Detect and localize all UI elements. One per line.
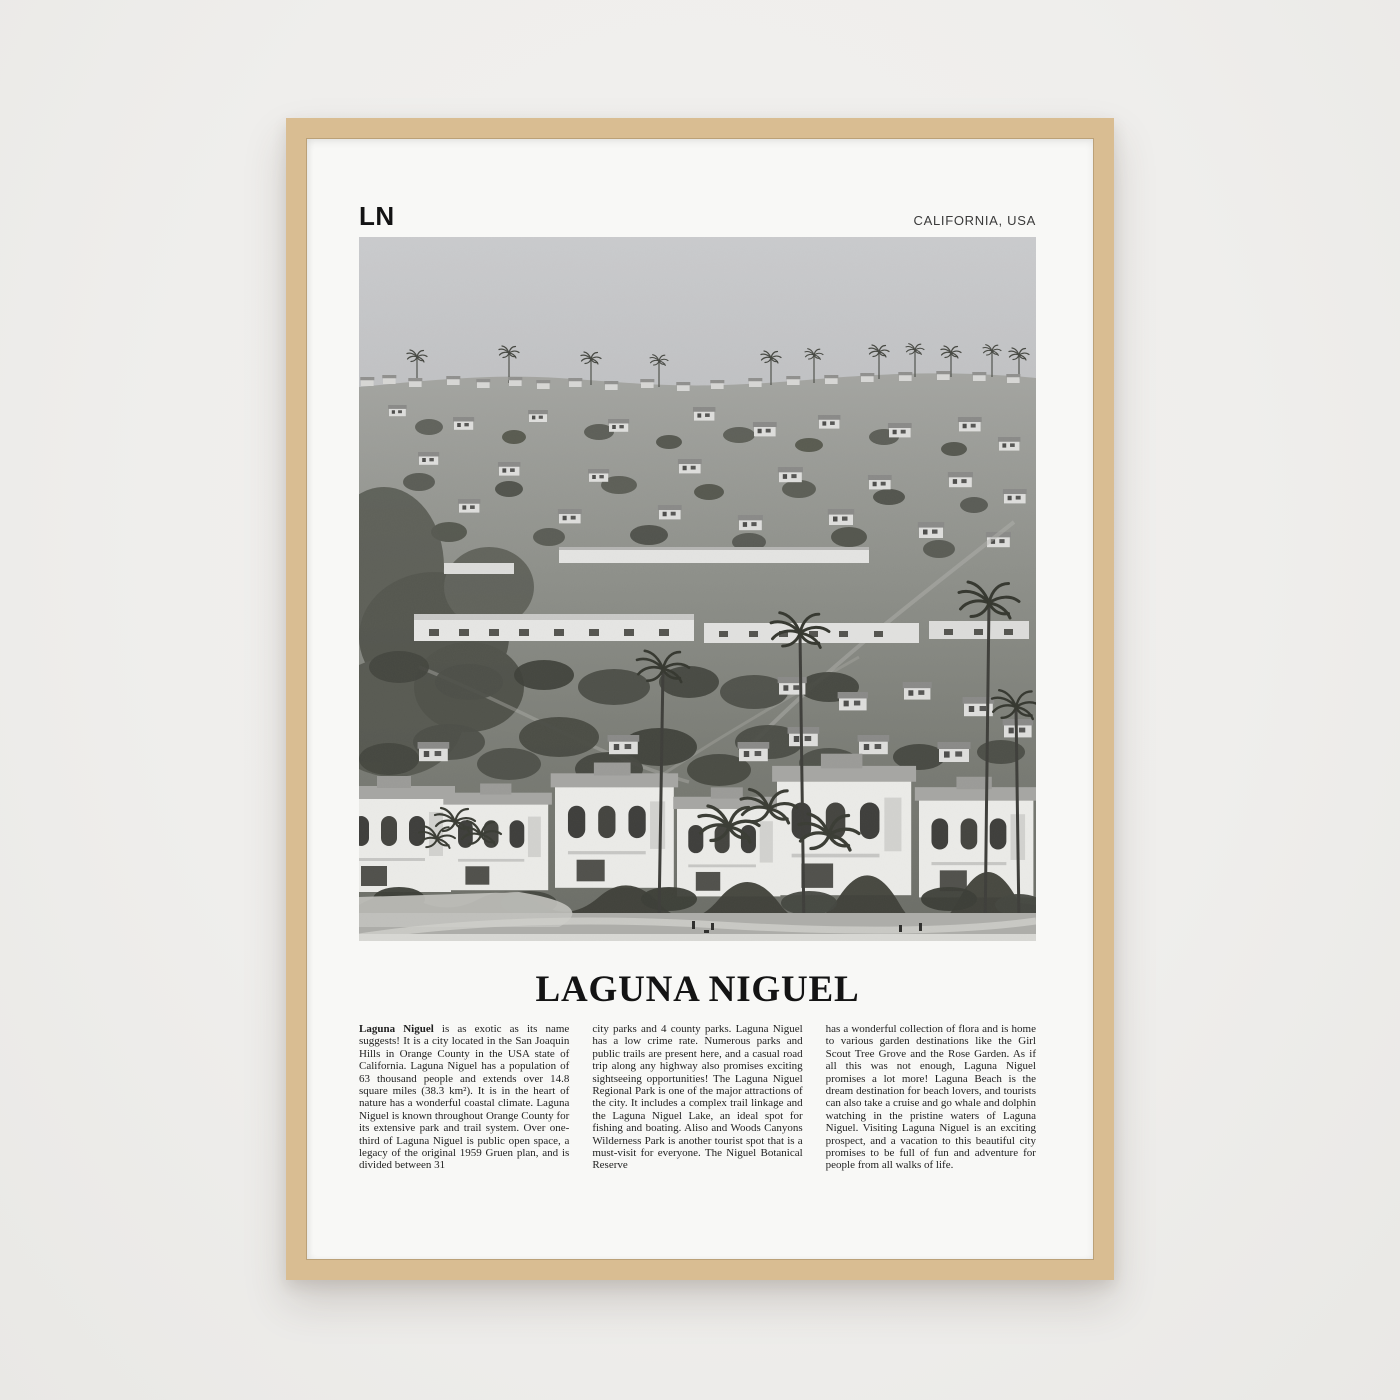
poster-title: LAGUNA NIGUEL	[535, 969, 860, 1010]
body-text	[359, 1023, 1036, 1172]
poster-masthead	[359, 197, 1036, 229]
city-photo	[359, 237, 1036, 941]
body-column-1: Laguna Niguel is as exotic as its name suggests! It is a city located in the San Joaquin Hills in Orange County in the USA state of California. Laguna Niguel has a population of 63 thousand people and extends over 14.8 square miles (38.3 km²). It is in the heart of nature has a wonderful coastal climate. Laguna Niguel is known throughout Orange County for its extensive park and trail system. Over one-third of Laguna Niguel is public open space, a legacy of the original 1959 Gruen plan, and is divided between 31	[359, 1023, 570, 1172]
poster	[307, 139, 1093, 1259]
location-label: CALIFORNIA, USA	[913, 213, 1036, 228]
body-lead: Laguna Niguel	[359, 1023, 434, 1035]
picture-frame	[286, 118, 1114, 1280]
brand-logo: LN	[359, 201, 395, 231]
body-column-3: has a wonderful collection of flora and is home to various garden destinations like the Girl Scout Tree Grove and the Rose Garden. As if all this was not enough, Laguna Niguel promises a lot more! Laguna Beach is the dream destination for beach lovers, and tourists can also take a cruise and go whale and dolphin watching in the pristine waters of Laguna Niguel. Visiting Laguna Niguel is an exciting prospect, and a vacation to this beautiful city promises to be full of fun and adventure for people from all walks of life.	[825, 1023, 1036, 1172]
body-column-2: city parks and 4 county parks. Laguna Niguel has a low crime rate. Numerous parks and public trails are present here, and a casual road trip along any highway also promises exciting sightseeing opportunities! The Laguna Niguel Regional Park is one of the major attractions of the city. It includes a complex trail linkage and the Laguna Niguel Lake, an ideal spot for fishing and boating. Aliso and Woods Canyons Wilderness Park is another tourist spot that is a must-visit for everyone. The Niguel Botanical Reserve	[592, 1023, 803, 1172]
city-photo-illustration	[359, 237, 1036, 941]
